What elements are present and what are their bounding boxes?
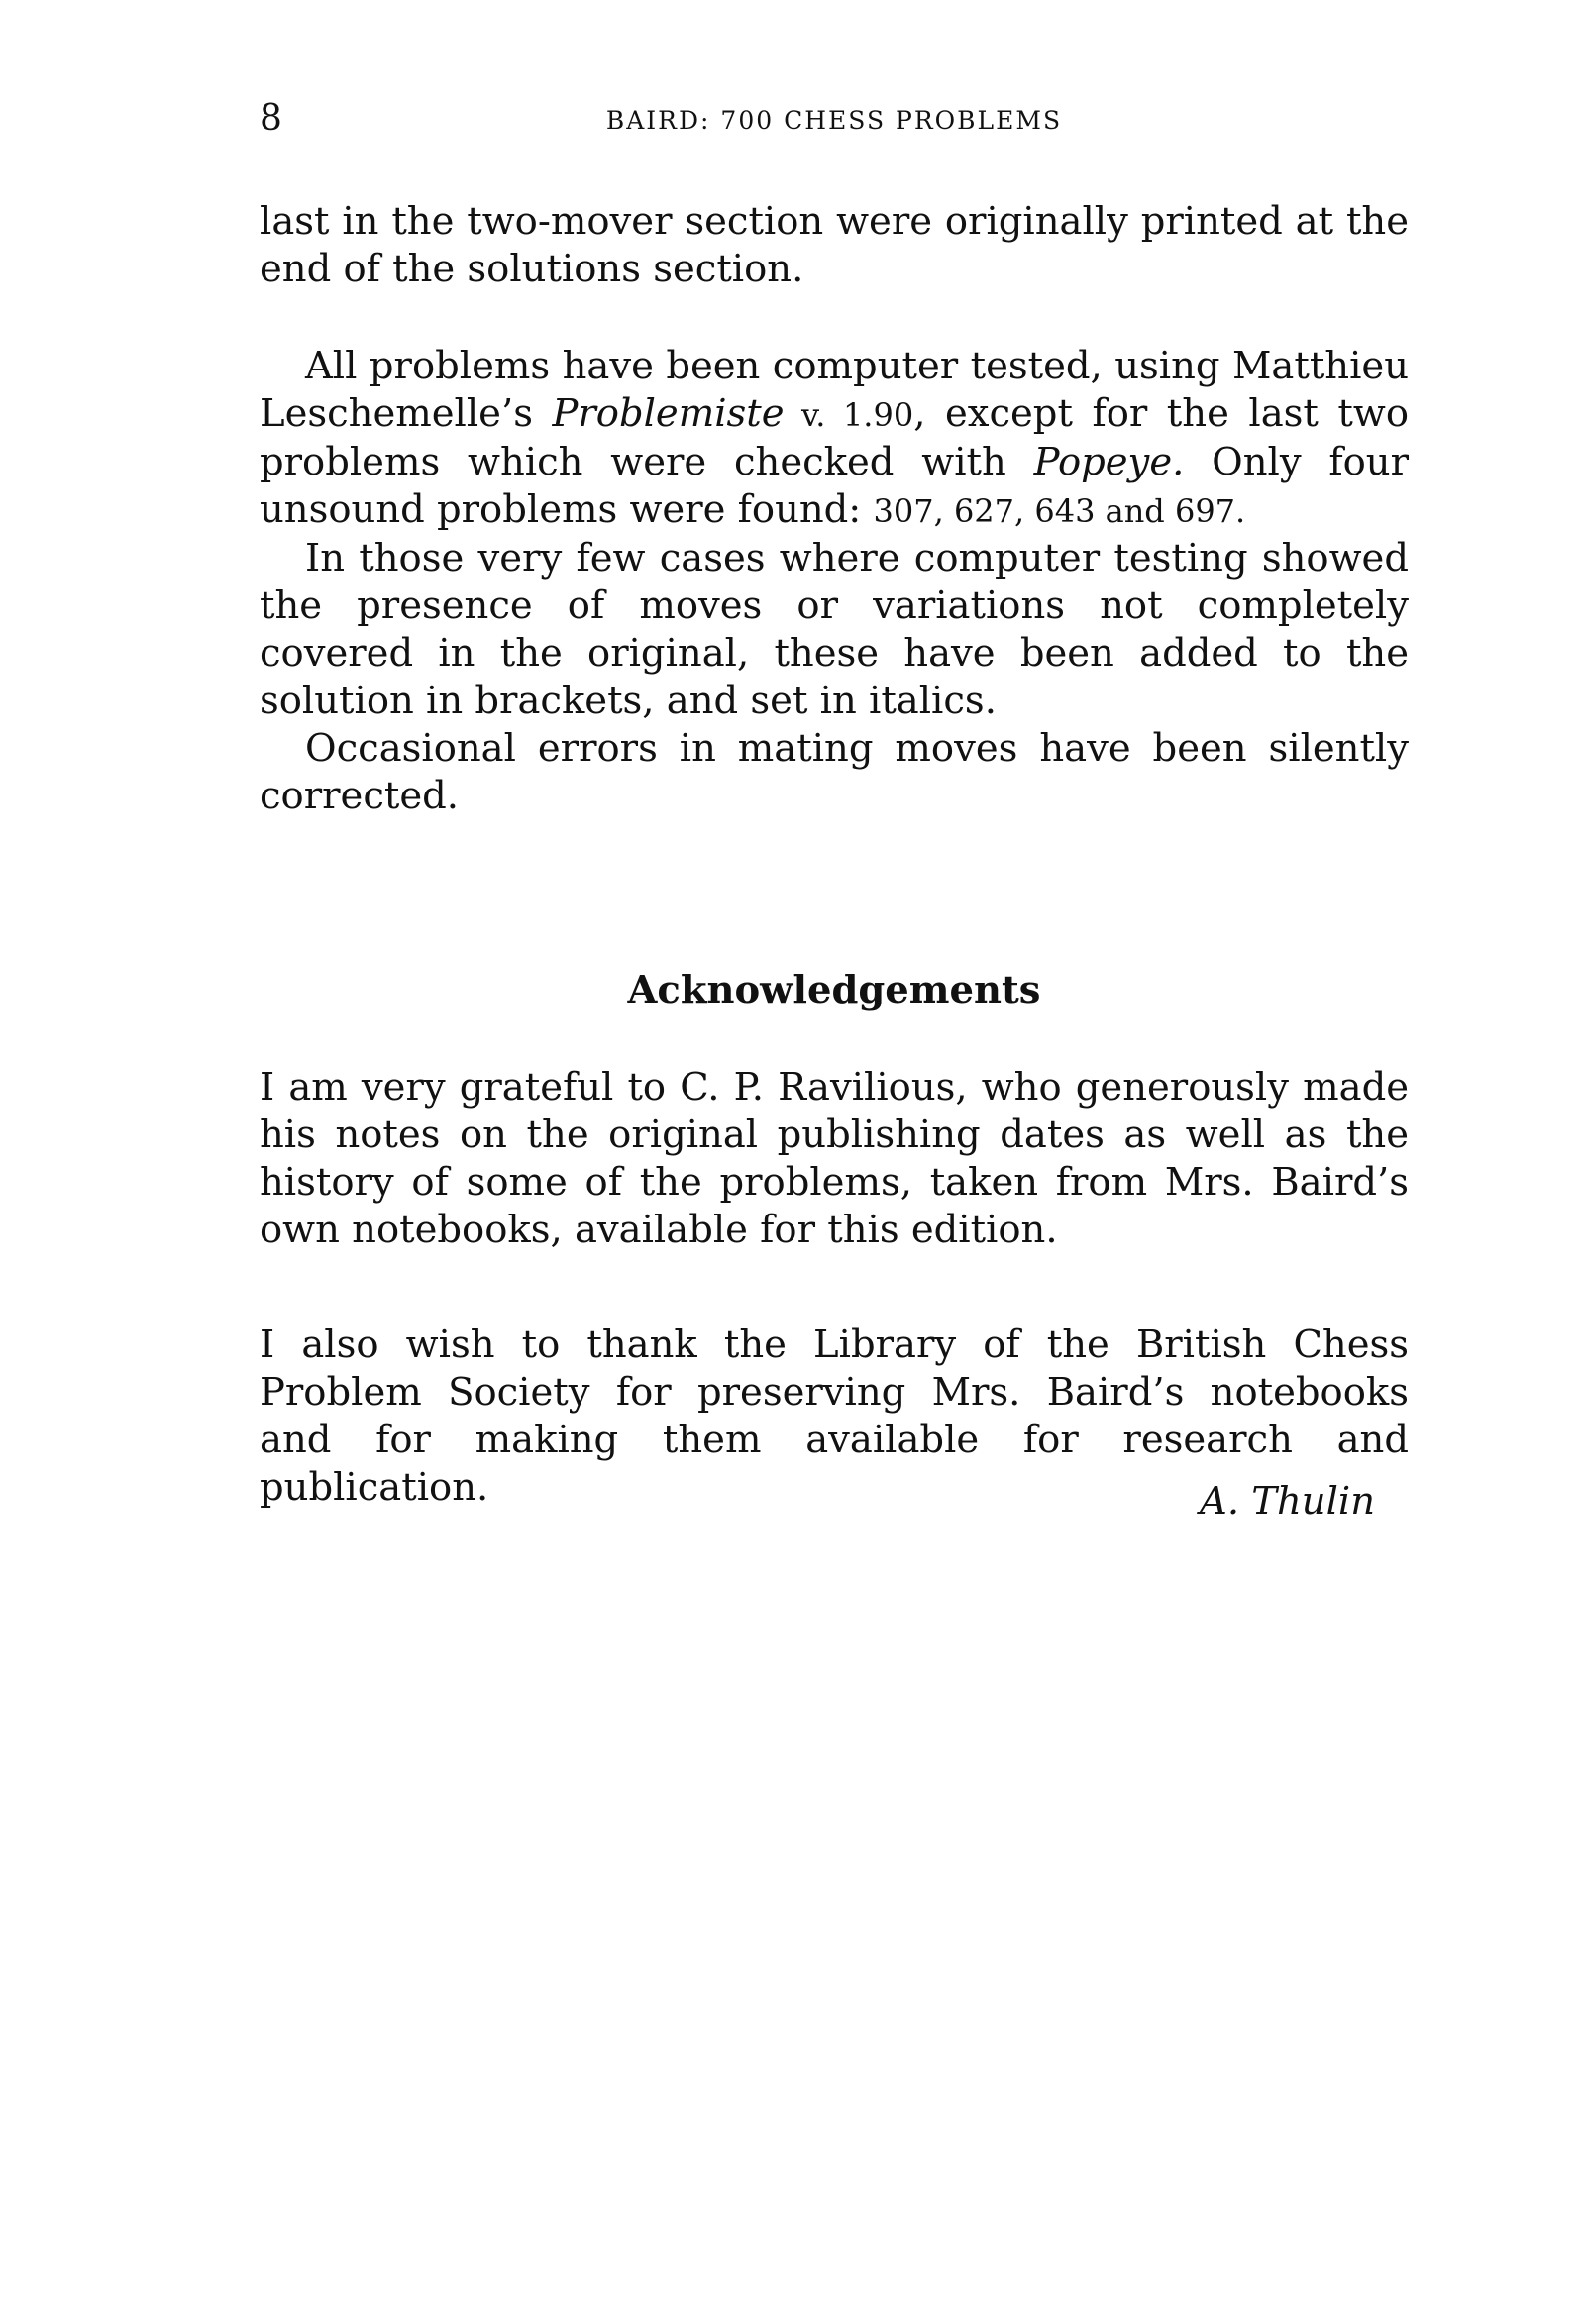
intro-block <box>260 198 1409 293</box>
unsound-problem-numbers: 307, 627, 643 and 697. <box>873 492 1246 530</box>
page-number: 8 <box>260 98 282 139</box>
acknowledgements-block <box>260 1064 1409 1254</box>
testing-text-a: All problems have been computer tested, using Matthieu Leschemelle’s <box>260 344 1409 436</box>
acknowledgement-paragraph-2: I also wish to thank the Library of the British Chess Problem Society for preserving Mrs. Baird’s notebooks and for making them available for research and publication. <box>260 1322 1409 1510</box>
acknowledgements-heading: Acknowledgements <box>627 968 1041 1012</box>
program-name-popeye: Popeye. <box>1033 440 1185 484</box>
testing-text-b: , except for the last two problems which were checked with <box>260 391 1410 484</box>
testing-block <box>260 343 1409 820</box>
intro-paragraph: last in the two-mover section were originally printed at the end of the solutions section. <box>260 199 1409 291</box>
running-title: BAIRD: 700 CHESS PROBLEMS <box>605 106 1063 135</box>
running-header <box>260 99 1409 139</box>
testing-text-c: Only four unsound problems were found: <box>260 440 1409 532</box>
errors-paragraph: Occasional errors in mating moves have been silently corrected. <box>260 726 1409 818</box>
computer-testing-paragraph: In those very few cases where computer testing showed the presence of moves or variations not completely covered in the original, these have been added to the solution in brackets, and set in italics. <box>260 536 1409 723</box>
signature: A. Thulin <box>1200 1479 1375 1524</box>
acknowledgement-paragraph-1: I am very grateful to C. P. Ravilious, who generously made his notes on the original publishing dates as well as the history of some of the problems, taken from Mrs. Baird’s own notebooks, available for this edition. <box>260 1065 1409 1252</box>
testing-paragraph <box>260 343 1409 535</box>
program-name-problemiste: Problemiste <box>552 391 785 436</box>
program-version: v. 1.90 <box>784 396 914 434</box>
